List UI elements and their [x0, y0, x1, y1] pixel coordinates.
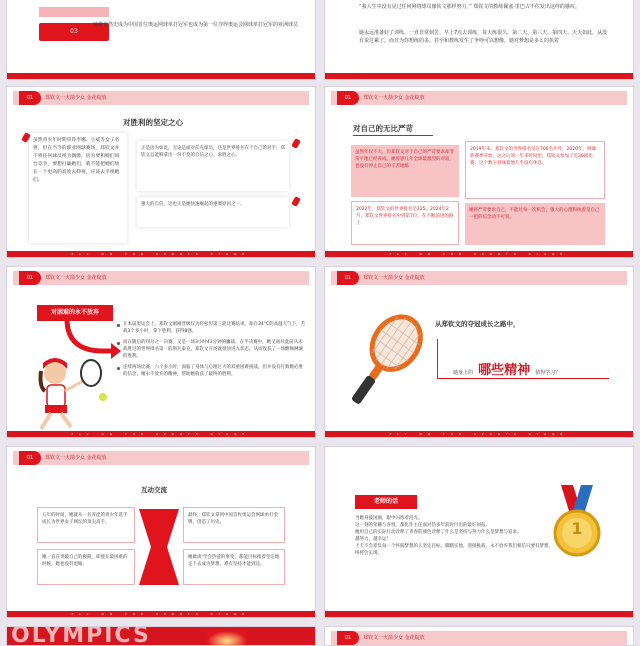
right-card-2-text: 强大的自信，这也正是她快速崛起的重要原因之一。	[141, 202, 245, 207]
teacher-line: 越努力，越幸运！	[355, 537, 391, 542]
slide-9[interactable]	[6, 626, 316, 646]
medal-number: 1	[571, 519, 583, 538]
badge-text: 老师的话	[373, 498, 398, 505]
header-title: 郑钦文一火箭少女 金花绽放	[45, 275, 107, 281]
slide-header	[331, 631, 627, 645]
header-title: 郑钦文一火箭少女 金花绽放	[363, 275, 425, 281]
tag-icon	[291, 138, 301, 149]
slide-3[interactable]	[6, 86, 316, 258]
slide-number: 01	[337, 91, 359, 105]
quote-text: “我人生中没有见过任何网络球员像钦文那样努力。” 郑钦文的教练佩塞·里巴古不住发出这样的感叹。	[359, 4, 580, 10]
teacher-words	[355, 515, 555, 557]
slide-number: 01	[19, 271, 41, 285]
card-text: 最终，郑钦文拿到中国首枚奥运会网球单打金牌，创造了历史。	[188, 513, 278, 525]
slide-number: 01	[19, 451, 41, 465]
question-suffix: 值得学习？	[535, 370, 561, 376]
footer-text: FLY ON THE SPORTS STAGE	[389, 252, 569, 256]
glow-decoration	[207, 631, 247, 646]
teacher-line: 当她身披国旗，眼中闪烁着泪光。	[355, 516, 423, 521]
card-1: 虽然年仅不大，但郑钦文对于自己的严苛要求却非常平地已经养成。她曾感几年全球最激烈的对较，也没有停止自己的辛苦地练	[351, 145, 459, 197]
card-3	[351, 201, 459, 245]
question-prefix: 她身上的	[453, 370, 474, 376]
bullet-item	[117, 364, 307, 378]
footer-text: FLY ON THE SPORTS STAGE	[71, 252, 251, 256]
slide-header	[13, 91, 309, 105]
header-title: 郑钦文一火箭少女 金花绽放	[363, 635, 425, 641]
header-title: 郑钦文一火箭少女 金花绽放	[45, 95, 107, 101]
right-card-1	[137, 141, 289, 191]
tennis-girl-illustration	[25, 357, 111, 435]
right-card-1	[183, 507, 285, 543]
left-card	[29, 133, 127, 243]
tennis-racket-icon	[343, 307, 423, 417]
bullet-text: 而在随后的四分之一决赛，又是一场3小时43分钟的鏖战。在半决赛中，她又面对此前从未战胜过的世界排名第一的斯瓦泰克，郑钦文开场就很快进入状态，从而收获了一场酣畅淋漓的胜利。	[123, 340, 303, 359]
teacher-line: 她用自己的实际行动诠释了青春的颜色诠释了什么是坚持与努力什么是梦想与追求。	[355, 530, 522, 535]
right-card-2	[137, 197, 289, 227]
card-text: 她一直在突破自己的极限，即使在最困难的时候，她也没有退缩。	[42, 555, 128, 567]
bullet-text: 连续两场比赛，六个多小时，面临了身体与心理巨大的双重困难挑战，但并没有打败她必胜的信念，她永不放弃的精神，帮助她收获了最终的胜利。	[123, 365, 303, 377]
bullet-item	[117, 321, 307, 335]
bullet-text: 在本届奥运会上，郑钦文刚刚晋级仅为轻松但第三轮比赛结束，却在34°C的高温天气下，苦战3个多小时，拿下胜利，获得8强。	[123, 322, 306, 334]
teacher-line: 上天不会辜负每一个怀揣梦想的人坚定目标，脚踏实地，迎接挑战，永不放弃我们相信只要有梦想，终将会实现。	[355, 544, 553, 556]
badge	[355, 495, 417, 509]
footer-text: FLY ON THE SPORTS STAGE	[71, 612, 251, 616]
title-underline	[353, 135, 433, 136]
olympics-text: OLYMPICS	[11, 626, 151, 646]
tag-icon	[291, 196, 301, 207]
slide-title: 对自己的无比严苛	[353, 124, 413, 133]
row-text: 她将自然史成为中国首位奥运网球单打冠军也成为第一位夺得奥运会网球单打冠军的亚洲球员	[93, 22, 299, 28]
footer-text: FLY ON THE SPORTS STAGE	[71, 432, 251, 436]
body-text: 她永远准备好了训练，一直非常刻苦。早上7点去训练，每天练很久，第二天、第三天、第四天、天天如此，从没有说过累了，而且为你想练的多，甚至和教练发生了争吵可以想像，她对梦想是多么的执着	[359, 30, 608, 44]
card-2-text: 2019年末，郑钦文的世界排名仅在700名开外，2020年，网球新赛季开始，这之后的一年来时间里，郑钦文参加了近30项比赛。这个数字意味着他几乎没有休息。	[470, 147, 596, 166]
left-card-2	[37, 549, 135, 585]
card-text: 五年的时间，她就从一名青涩的青少年选手成长为世界女子网坛的顶尖高手。	[42, 513, 128, 525]
right-card-1-text: 正是因为如此，无论是面对莎克球员，还是世界排名在于自己的对手，郑钦文总能够拿出一份不变的自信之心、求胜之心。	[141, 146, 285, 158]
question-highlight: 哪些精神	[478, 363, 531, 378]
slide-5[interactable]	[6, 266, 316, 438]
slide-header	[331, 91, 627, 105]
bullet-list	[117, 321, 307, 378]
row-item	[39, 7, 109, 17]
footer-bar	[325, 611, 633, 617]
slide-4[interactable]	[324, 86, 634, 258]
left-card-text: 虽然青少年时期崇拜李娜、小威等女子名将，但在当今的职业网球赛场，郑钦文并不将任何球员视为偶像，因为要和她们同台竞争，要想打赢她们，就不能把她们放在一个更高的高度去仰视，应该去平视她们。	[33, 138, 120, 183]
left-card-1	[37, 507, 135, 543]
row-number: 03	[70, 28, 78, 35]
question-line-2	[453, 359, 560, 378]
slide-header	[331, 271, 627, 285]
slide-8[interactable]	[324, 446, 634, 618]
slide-title: 对胜利的坚定之心	[123, 118, 183, 127]
slide-header	[13, 271, 309, 285]
slide-10[interactable]	[324, 626, 634, 646]
slide-title: 互动交流	[141, 486, 167, 494]
slide-2[interactable]	[324, 0, 634, 80]
slide-number: 01	[337, 631, 359, 645]
card-text: 她做谈‘学会热爱的事变，都能目标推着坚定地走下去成为梦想，难有坚持才能到达。	[188, 555, 280, 567]
slide-number: 01	[19, 91, 41, 105]
footer-text: FLY ON THE SPORTS STAGE	[389, 432, 569, 436]
footer-bar	[325, 73, 633, 79]
right-card-2	[183, 549, 285, 585]
center-shape	[139, 509, 179, 585]
header-title: 郑钦文一火箭少女 金花绽放	[45, 455, 107, 461]
slide-7[interactable]	[6, 446, 316, 618]
card-2	[465, 141, 605, 199]
badge-text: 对困难的永不放弃	[50, 309, 99, 316]
footer-bar	[7, 73, 315, 79]
teacher-line: 这一刻的荣耀与喜悦，都化作主任面对热多年前时付出的最好回报。	[355, 523, 490, 528]
slide-number: 01	[337, 271, 359, 285]
question-line-1: 从郑钦文的夺冠成长之路中，	[435, 320, 520, 328]
bullet-item	[117, 339, 307, 360]
slide-1[interactable]	[6, 0, 316, 80]
header-title: 郑钦文一火箭少女 金花绽放	[363, 95, 425, 101]
card-4: 她将严苛要求自己，不能过每一次机会，强大的心理和执着是自己一把的信念动不可贸。	[465, 203, 605, 245]
card-3-text: 2022年，郑钦文的世界排名是125。2024年2月，郑钦文世界排名中到第7位。在不断前进的路上	[356, 207, 454, 226]
slide-header	[13, 451, 309, 465]
slide-6[interactable]	[324, 266, 634, 438]
